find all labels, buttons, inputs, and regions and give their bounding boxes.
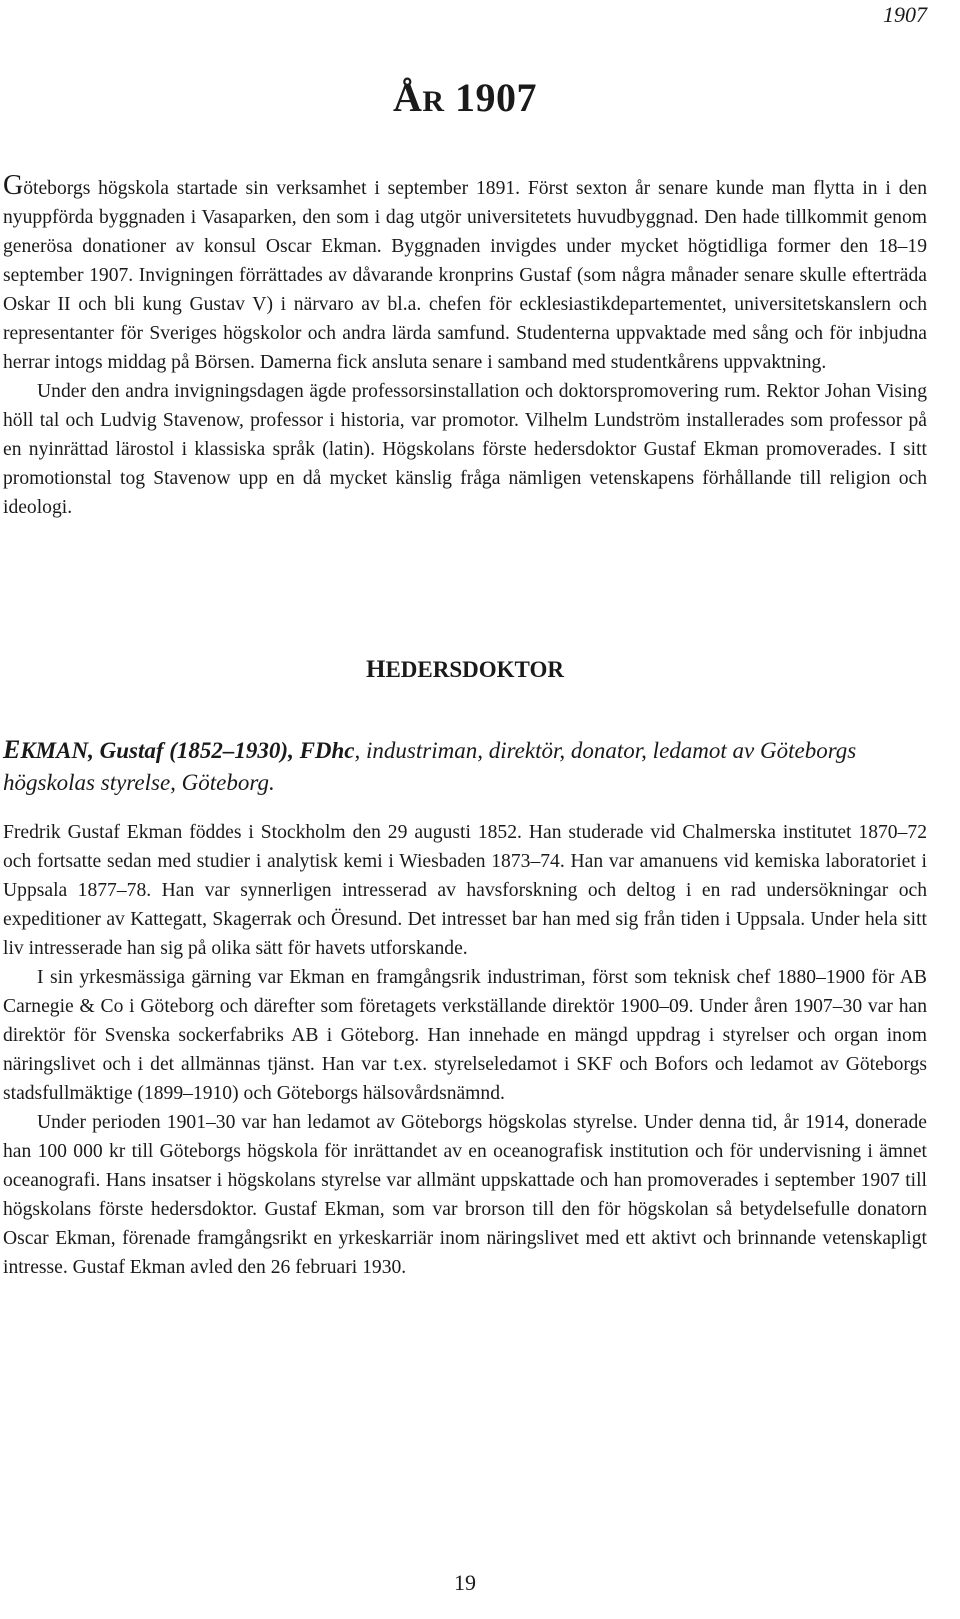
entry-heading	[3, 734, 927, 799]
page-number: 19	[454, 1570, 476, 1595]
chapter-title	[0, 74, 930, 126]
biography-paragraph-1: Fredrik Gustaf Ekman föddes i Stockholm den 29 augusti 1852. Han studerade vid Chalmerska institutet 1870–72 och fortsatte sedan med studier i analytisk kemi i Wiesbaden 1873–74. Han var amanuens vid kemiska laboratoriet i Uppsala 1877–78. Han var synnerligen intresserad av havsforskning och deltog i en rad undersökningar och expeditioner av Kattegatt, Skagerrak och Öresund. Det intresset bar han med sig från tiden i Uppsala. Under hela sitt liv intresserade han sig på olika sätt för havets utforskande.	[3, 822, 927, 959]
chapter-title-year: 1907	[455, 75, 538, 120]
section-title	[0, 655, 930, 685]
entry-surname	[3, 735, 89, 764]
intro-initial-letter: G	[3, 170, 24, 201]
intro-text	[3, 170, 927, 522]
entry-description: , industriman, direktör, donator, ledamot av Göteborgs högskolas styrelse, Göteborg.	[3, 738, 857, 795]
biography-paragraph-2: I sin yrkesmässiga gärning var Ekman en framgångsrik industriman, först som teknisk chef 1880–1900 för AB Carnegie & Co i Göteborg och därefter som företagets verkställande direktör 1900–09. Under åren 1907–30 var han direktör för Svenska sockerfabriks AB i Göteborg. Han innehade en mängd uppdrag i styrelser och organ inom näringslivet och i det allmännas tjänst. Han var t.ex. styrelseledamot i SKF och Bofors och ledamot av Göteborgs stadsfullmäktige (1899–1910) och Göteborgs hälsovårdsnämnd.	[3, 967, 927, 1104]
section-title-rest: EDERSDOKTOR	[385, 657, 564, 682]
entry-surname-rest: KMAN	[20, 738, 89, 763]
intro-paragraph-2: Under den andra invigningsdagen ägde professorsinstallation och doktorspromovering rum. Rektor Johan Vising höll tal och Ludvig Stavenow, professor i historia, var promotor. Vilhelm Lundström installerades som professor på en nyinrättad lärostol i klassiska språk (latin). Högskolans förste hedersdoktor Gustaf Ekman promoverades. I sitt promotionstal tog Stavenow upp en då mycket känslig fråga nämligen vetenskapens förhållande till religion och ideologi.	[3, 381, 927, 518]
intro-paragraph-1	[3, 170, 927, 377]
biography-paragraph-3: Under perioden 1901–30 var han ledamot av Göteborgs högskolas styrelse. Under denna tid, år 1914, donerade han 100 000 kr till Göteborgs högskola för inrättandet av en oceanografisk institution och för undervisning i ämnet oceanografi. Hans insatser i högskolans styrelse var allmänt uppskattade och han promoverades i september 1907 till högskolans förste hedersdoktor. Gustaf Ekman, som var brorson till den för högskolan så betydelsefulle donatorn Oscar Ekman, förenade framgångsrikt en yrkeskarriär inom näringslivet med ett aktivt och brinnande vetenskapligt intresse. Gustaf Ekman avled den 26 februari 1930.	[3, 1112, 927, 1278]
entry-name-dates: , Gustaf (1852–1930), FDhc	[88, 738, 355, 763]
intro-paragraph-1-text: öteborgs högskola startade sin verksamhet i september 1891. Först sexton år senare kunde man flytta in i den nyuppförda byggnaden i Vasaparken, den som i dag utgör universitetets huvudbyggnad. Den hade tillkommit genom generösa donationer av konsul Oscar Ekman. Byggnaden invigdes under mycket högtidliga former den 18–19 september 1907. Invigningen förrättades av dåvarande kronprins Gustaf (som några månader senare skulle efterträda Oskar II och bli kung Gustav V) i närvaro av bl.a. chefen för ecklesiastikdepartementet, universitetskanslern och representanter för Sveriges högskolor och andra lärda samfund. Studenterna uppvaktade med sång och för inbjudna herrar intogs middag på Börsen. Damerna fick ansluta senare i samband med studentkårens uppvaktning.	[3, 178, 927, 373]
entry-surname-initial: E	[3, 735, 21, 764]
chapter-title-small-caps: R	[422, 85, 445, 118]
running-head: 1907	[883, 2, 927, 27]
chapter-title-first-letter: Å	[392, 75, 423, 120]
biography-text	[3, 818, 927, 1282]
section-title-first-letter: H	[366, 656, 386, 683]
